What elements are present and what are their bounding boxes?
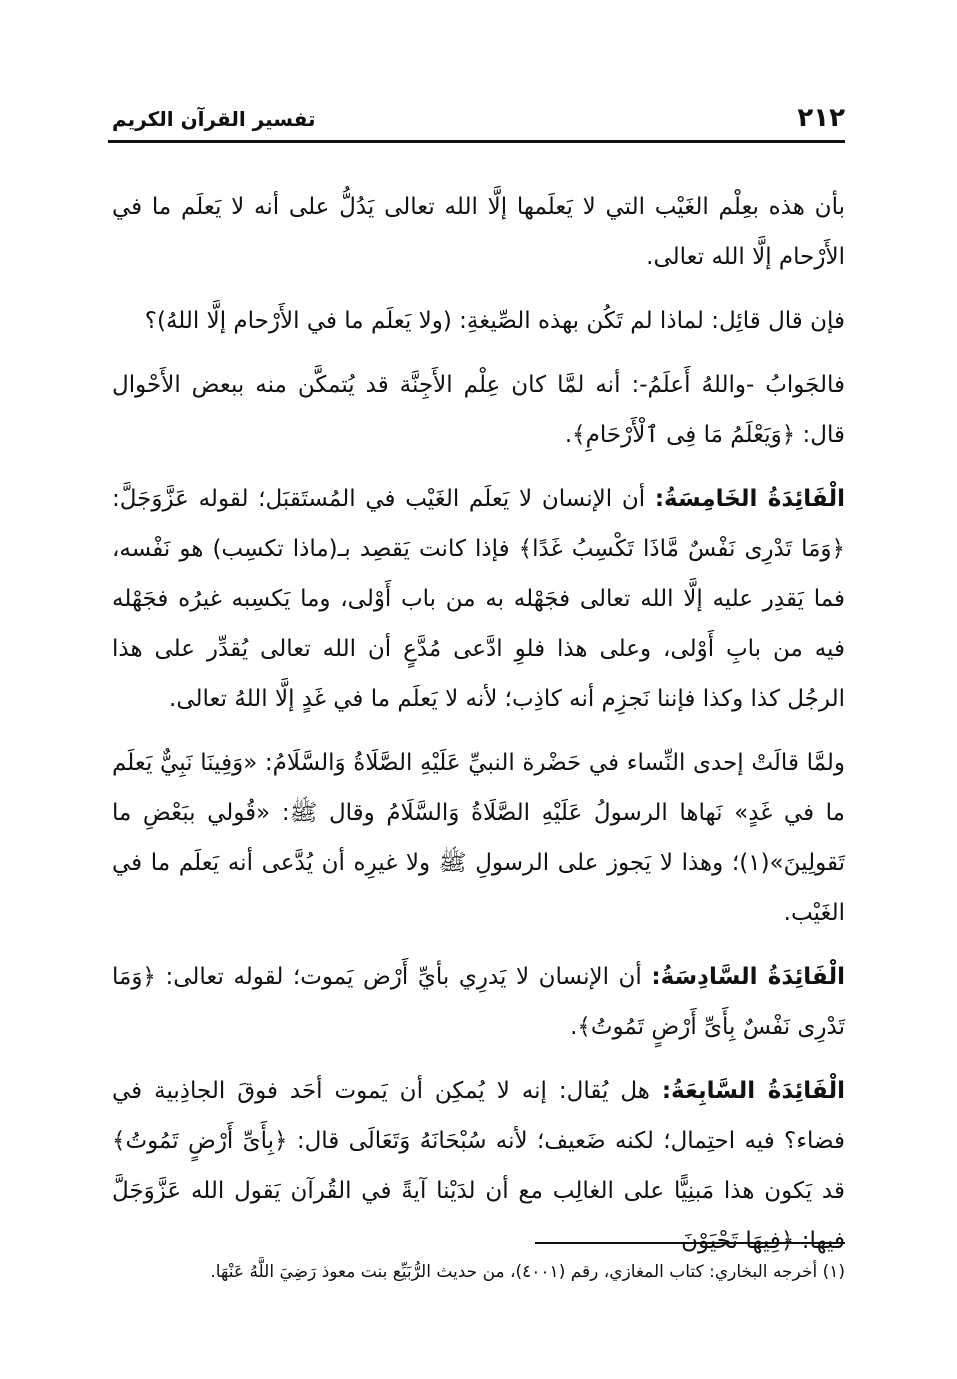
header-divider [108,140,845,143]
paragraph-text: ولمَّا قالَتْ إحدى النِّساء في حَضْرة النبيِّ عَلَيْهِ الصَّلَاةُ وَالسَّلَامُ: «وَفِينَا نَبِيٌّ يَعلَم ما في غَدٍ» نَهاها الرسولُ عَلَيْهِ الصَّلَاةُ وَالسَّلَامُ وقال ﷺ: «قُولي ببَعْضِ ما تَقولِينَ»(١)؛ وهذا لا يَجوز على الرسولِ ﷺ ولا غيرِه أن يُدَّعى أنه يَعلَم ما في الغَيْب. [112,750,845,926]
paragraph-4 [112,474,845,724]
paragraph-5 [112,738,845,938]
paragraph-lead: الْفَائِدَةُ السَّابِعَةُ: [661,1078,846,1104]
page-body [112,182,845,1280]
paragraph-3 [112,360,845,460]
paragraph-text: بأن هذه بعِلْم الغَيْب التي لا يَعلَمها إلَّا الله تعالى يَدُلُّ على أنه لا يَعلَم ما في الأَرْحام إلَّا الله تعالى. [112,194,845,270]
paragraph-7 [112,1066,845,1266]
paragraph-text: فإن قال قائِل: لماذا لم تَكُن بهذه الصِّيغةِ: (ولا يَعلَم ما في الأَرْحام إلَّا اللهُ)؟ [144,308,845,334]
paragraph-text: أن الإنسان لا يَدرِي بأيِّ أَرْض يَموت؛ لقوله تعالى: ﴿وَمَا تَدْرِى نَفْسٌ بِأَىِّ أَرْضٍ تَمُوتُ﴾. [112,964,845,1040]
paragraph-lead: الْفَائِدَةُ الخَامِسَةُ: [654,486,845,512]
page-number: ٢١٢ [797,103,845,133]
footnote: (١) أخرجه البخاري: كتاب المغازي، رقم (٤٠٠١)، من حديث الرُّبَيِّع بنت معوذ رَضِيَ اللَّهُ عَنْهَا. [210,1262,845,1282]
paragraph-text: فالجَوابُ -واللهُ أَعلَمُ-: أنه لمَّا كان عِلْم الأَجِنَّة قد يُتمكَّن منه ببعض الأَحْوال قال: ﴿وَيَعْلَمُ مَا فِى ٱلْأَرْحَامِ﴾. [112,372,845,448]
paragraph-1 [112,182,845,282]
paragraph-text: أن الإنسان لا يَعلَم الغَيْب في المُستَقبَل؛ لقوله عَزَّوَجَلَّ: ﴿وَمَا تَدْرِى نَفْسٌ مَّاذَا تَكْسِبُ غَدًا﴾ فإذا كانت يَقصِد بـ(ماذا تكسِب) هو نَفْسه، فما يَقدِر عليه إلَّا الله تعالى فجَهْله به من باب أَوْلى، وما يَكسِبه غيرُه فجَهْله فيه من بابِ أَوْلى، وعلى هذا فلوِ ادَّعى مُدَّعٍ أن الله تعالى يُقدِّر على هذا الرجُل كذا وكذا فإننا نَجزِم أنه كاذِب؛ لأنه لا يَعلَم ما في غَدٍ إلَّا اللهُ تعالى. [112,486,845,712]
page-header [112,100,845,140]
paragraph-6 [112,952,845,1052]
paragraph-lead: الْفَائِدَةُ السَّادِسَةُ: [651,964,845,990]
running-title: تفسير القرآن الكريم [112,107,316,131]
paragraph-2 [112,296,845,346]
paragraph-text: هل يُقال: إنه لا يُمكِن أن يَموت أحَد فوقَ الجاذِبية في فضاء؟ فيه احتِمال؛ لكنه ضَعيف؛ لأنه سُبْحَانَهُ وَتَعَالَى قال: ﴿بِأَىِّ أَرْضٍ تَمُوتُ﴾ قد يَكون هذا مَبنِيًّا على الغالِب مع أن لدَيْنا آيةً في القُرآن يَقول الله عَزَّوَجَلَّ فيها: ﴿فِيهَا تَحْيَوْنَ [112,1078,845,1254]
footnote-divider [535,1242,845,1244]
